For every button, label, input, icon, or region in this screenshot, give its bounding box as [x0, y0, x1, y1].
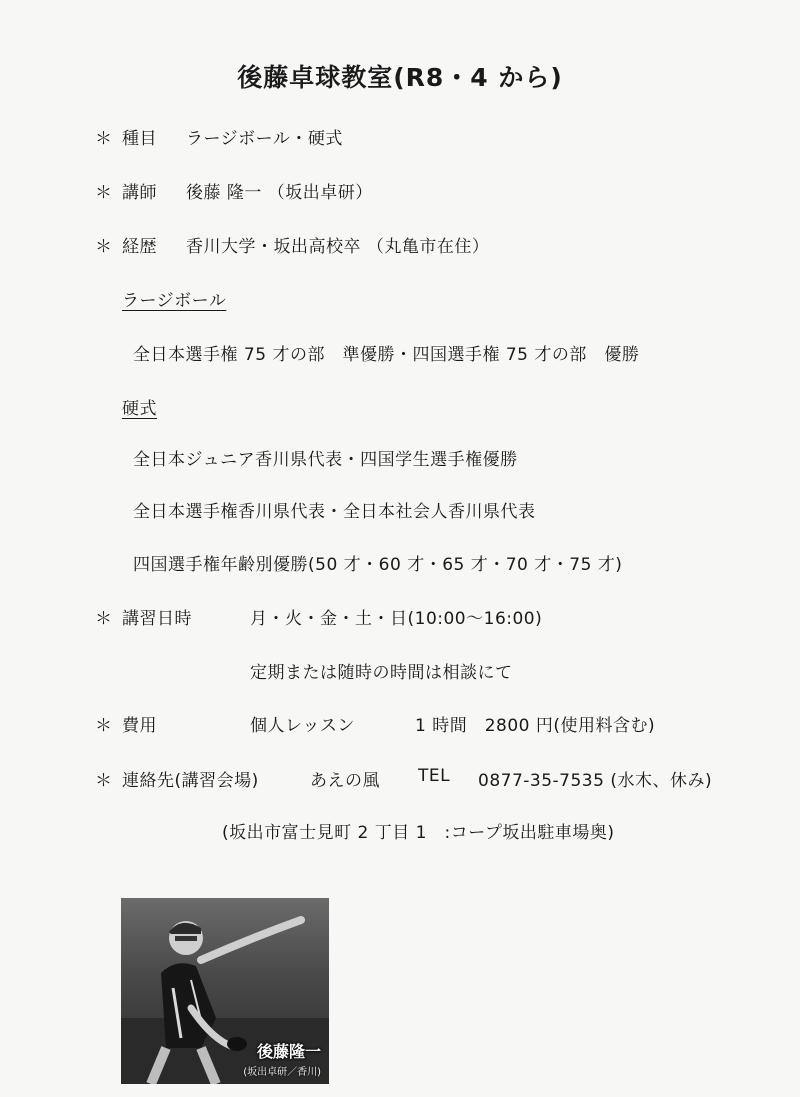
fee-label: 費用 — [122, 716, 157, 736]
schedule-note: 定期または随時の時間は相談にて — [250, 663, 513, 683]
photo-caption-name: 後藤隆一 — [256, 1042, 321, 1061]
bullet-star: ＊ — [95, 129, 112, 149]
large-ball-result: 全日本選手権 75 才の部 準優勝・四国選手権 75 才の部 優勝 — [133, 345, 640, 365]
coach-photo — [121, 898, 329, 1084]
contact-venue: あえの風 — [310, 771, 380, 791]
type-value: ラージボール・硬式 — [186, 129, 343, 149]
career-label: 経歴 — [122, 237, 157, 257]
contact-address: (坂出市富士見町 2 丁目 1 :コープ坂出駐車場奥) — [222, 823, 615, 843]
bullet-star: ＊ — [95, 237, 112, 257]
hard-result-1: 全日本ジュニア香川県代表・四国学生選手権優勝 — [133, 450, 518, 470]
contact-tel-label: TEL — [418, 766, 451, 786]
schedule-value: 月・火・金・土・日(10:00〜16:00) — [250, 609, 543, 629]
hard-heading: 硬式 — [122, 399, 157, 419]
large-ball-heading: ラージボール — [122, 291, 227, 311]
schedule-label: 講習日時 — [122, 609, 192, 629]
coach-value: 後藤 隆一 （坂出卓研） — [186, 183, 373, 203]
fee-type: 個人レッスン — [250, 716, 355, 736]
bullet-star: ＊ — [95, 609, 112, 629]
hard-result-2: 全日本選手権香川県代表・全日本社会人香川県代表 — [133, 502, 536, 522]
contact-label: 連絡先(講習会場) — [122, 771, 259, 791]
bullet-star: ＊ — [95, 771, 112, 791]
fee-price: 1 時間 2800 円(使用料含む) — [415, 716, 656, 736]
career-value: 香川大学・坂出高校卒 （丸亀市在住） — [186, 237, 490, 257]
contact-tel: 0877-35-7535 (水木、休み) — [478, 771, 713, 791]
bullet-star: ＊ — [95, 716, 112, 736]
coach-label: 講師 — [122, 183, 157, 203]
type-label: 種目 — [122, 129, 157, 149]
hard-result-3: 四国選手権年齢別優勝(50 才・60 才・65 才・70 才・75 才) — [133, 555, 623, 575]
photo-caption-sub: (坂出卓研／香川) — [243, 1067, 321, 1078]
bullet-star: ＊ — [95, 183, 112, 203]
page-title: 後藤卓球教室(R8・4 から) — [237, 63, 563, 92]
